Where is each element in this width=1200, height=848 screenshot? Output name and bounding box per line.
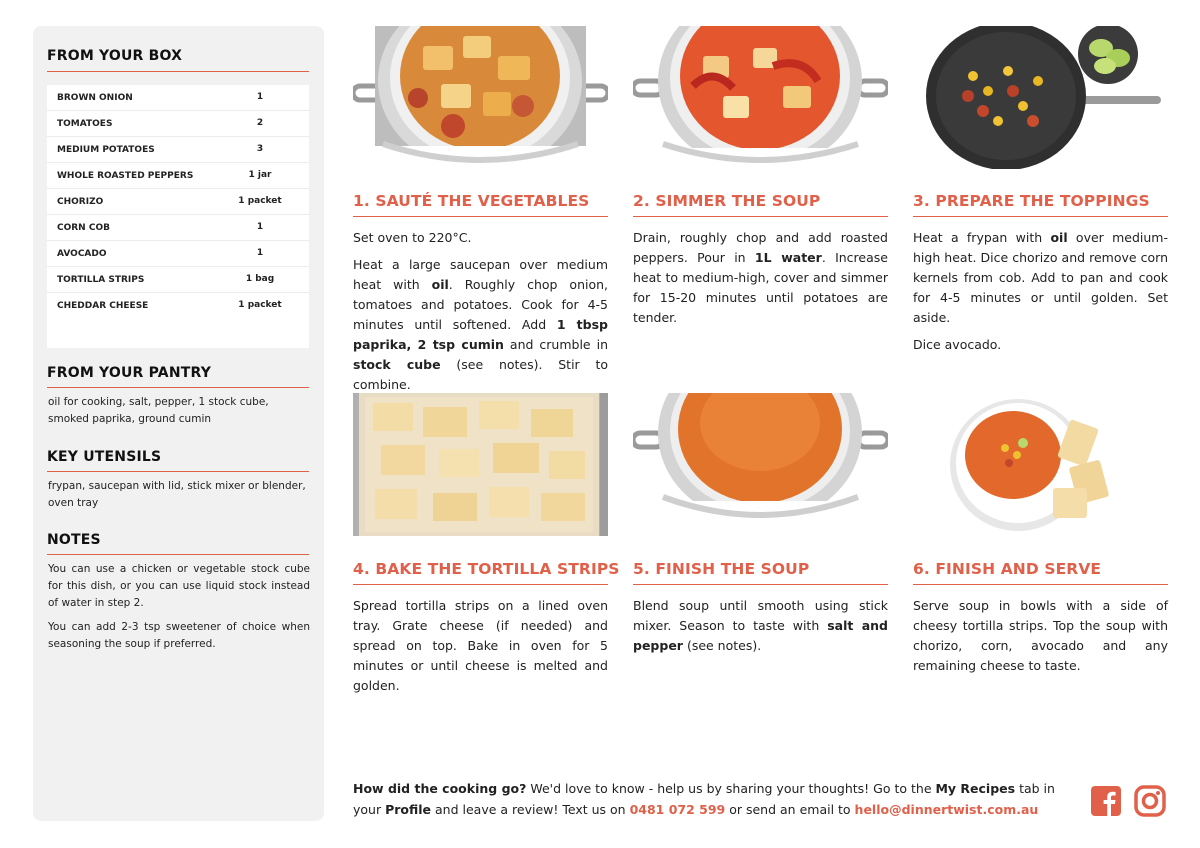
table-row [47,267,309,293]
ingredient-name: AVOCADO [57,249,107,259]
step-1-body [353,228,608,402]
step-5-body [633,596,888,663]
step-1-divider [353,216,608,217]
table-row [47,163,309,189]
step-3-divider [913,216,1168,217]
step-6-text: Serve soup in bowls with a side of cheesy tortilla strips. Top the soup with chorizo, corn, avocado and any remaining cheese to taste. [913,598,1168,673]
simmer-soup-photo [633,26,888,169]
profile-link[interactable]: Profile [385,802,432,817]
step-2-text [633,228,888,328]
step-3-title: 3. PREPARE THE TOPPINGS [913,192,1150,210]
text-run: (see notes). [682,638,762,653]
prepare-toppings-photo [913,26,1168,169]
text-run: tab in your [353,781,1055,817]
key-utensils-title: KEY UTENSILS [47,449,162,465]
step-5-title: 5. FINISH THE SOUP [633,560,810,578]
text-run: or send an email to [725,802,855,817]
instagram-icon[interactable] [1134,785,1166,817]
notes-title: NOTES [47,532,101,548]
ingredient-name: TOMATOES [57,119,113,129]
step-5-text [633,596,888,656]
saute-vegetables-photo [353,26,608,169]
table-row [47,215,309,241]
step-3-text: Dice avocado. [913,337,1002,352]
feedback-footer [353,778,1073,820]
ingredient-highlight: 1L water [754,250,822,265]
ingredient-highlight: stock cube [353,357,441,372]
step-4-text: Spread tortilla strips on a lined oven tray. Grate cheese (if needed) and spread on top. Bake in oven for 5 minutes or until cheese is melted and golden. [353,598,608,693]
from-your-pantry-title: FROM YOUR PANTRY [47,365,212,381]
step-2-title: 2. SIMMER THE SOUP [633,192,821,210]
text-run: (see notes). Stir to combine. [353,357,609,392]
text-run: Heat a frypan with [913,230,1051,245]
step-6-divider [913,584,1168,585]
table-row [47,189,309,215]
ingredient-highlight: 1 tbsp paprika, 2 tsp cumin [353,317,608,352]
step-1-text: Set oven to 220°C. [353,230,472,245]
table-row [47,137,309,163]
step-1-text [353,255,608,395]
text-run: Blend soup until smooth using stick mixer. Season to taste with [633,598,888,633]
ingredient-qty: 2 [256,118,264,128]
ingredient-qty: 1 bag [245,274,275,284]
step-4-title: 4. BAKE THE TORTILLA STRIPS [353,560,620,578]
text-run: Heat a large saucepan over medium heat with [353,257,608,292]
step-2-body [633,228,888,335]
step-6-title: 6. FINISH AND SERVE [913,560,1102,578]
text-run: over medium-high heat. Dice chorizo and remove corn kernels from cob. Add to pan and cook for 4-5 minutes or until golden. Set aside. [913,230,1168,325]
box-ingredients-table [47,85,309,348]
step-6-body [913,596,1168,683]
section-divider [47,387,309,388]
text-run: . Increase heat to medium-high, cover and simmer for 15-20 minutes until potatoes are tender. [633,250,888,325]
ingredient-qty: 1 [256,248,264,258]
ingredients-sidebar [33,26,324,821]
section-divider [47,71,309,72]
ingredient-name: MEDIUM POTATOES [57,145,155,155]
utensils-text: frypan, saucepan with lid, stick mixer or blender, oven tray [48,480,306,509]
pantry-text: oil for cooking, salt, pepper, 1 stock cube, smoked paprika, ground cumin [48,396,269,425]
facebook-icon[interactable] [1090,785,1122,817]
text-run: and leave a review! Text us on [431,802,630,817]
section-divider [47,471,309,472]
step-4-body [353,596,608,703]
finish-and-serve-photo [913,393,1168,536]
step-3-body [913,228,1168,362]
ingredient-qty: 3 [256,144,264,154]
text-run: We'd love to know - help us by sharing your thoughts! Go to the [526,781,936,796]
step-5-divider [633,584,888,585]
section-divider [47,554,309,555]
ingredient-name: BROWN ONION [57,93,133,103]
ingredient-qty: 1 packet [238,196,282,206]
ingredient-name: WHOLE ROASTED PEPPERS [57,171,194,181]
ingredient-qty: 1 packet [238,300,282,310]
feedback-question: How did the cooking go? [353,781,527,796]
ingredient-highlight: oil [431,277,449,292]
text-run: Drain, roughly chop and add roasted peppers. Pour in [633,230,888,265]
note-2: You can add 2-3 tsp sweetener of choice when seasoning the soup if preferred. [48,621,310,650]
table-row [47,85,309,111]
ingredient-name: TORTILLA STRIPS [57,275,145,285]
table-row [47,293,309,319]
bake-tortilla-strips-photo [353,393,608,536]
table-row [47,111,309,137]
step-2-divider [633,216,888,217]
ingredient-highlight: oil [1050,230,1068,245]
table-row [47,241,309,267]
finish-soup-photo [633,393,888,536]
phone-link[interactable]: 0481 072 599 [629,802,726,817]
email-link[interactable]: hello@dinnertwist.com.au [854,802,1039,817]
step-1-title: 1. SAUTÉ THE VEGETABLES [353,192,590,210]
ingredient-name: CHORIZO [57,197,104,207]
my-recipes-link[interactable]: My Recipes [935,781,1016,796]
step-3-text [913,228,1168,328]
ingredient-name: CORN COB [57,223,110,233]
text-run: and crumble in [503,337,608,352]
ingredient-qty: 1 [256,222,264,232]
ingredient-name: CHEDDAR CHEESE [57,301,149,311]
ingredient-qty: 1 [256,92,264,102]
ingredient-highlight: salt and pepper [633,618,888,653]
from-your-box-title: FROM YOUR BOX [47,48,183,64]
step-4-divider [353,584,608,585]
note-1: You can use a chicken or vegetable stock cube for this dish, or you can use liquid stock instead of water in step 2. [48,563,310,609]
ingredient-qty: 1 jar [248,170,272,180]
text-run: . Roughly chop onion, tomatoes and potatoes. Cook for 4-5 minutes until softened. Add [353,277,609,332]
